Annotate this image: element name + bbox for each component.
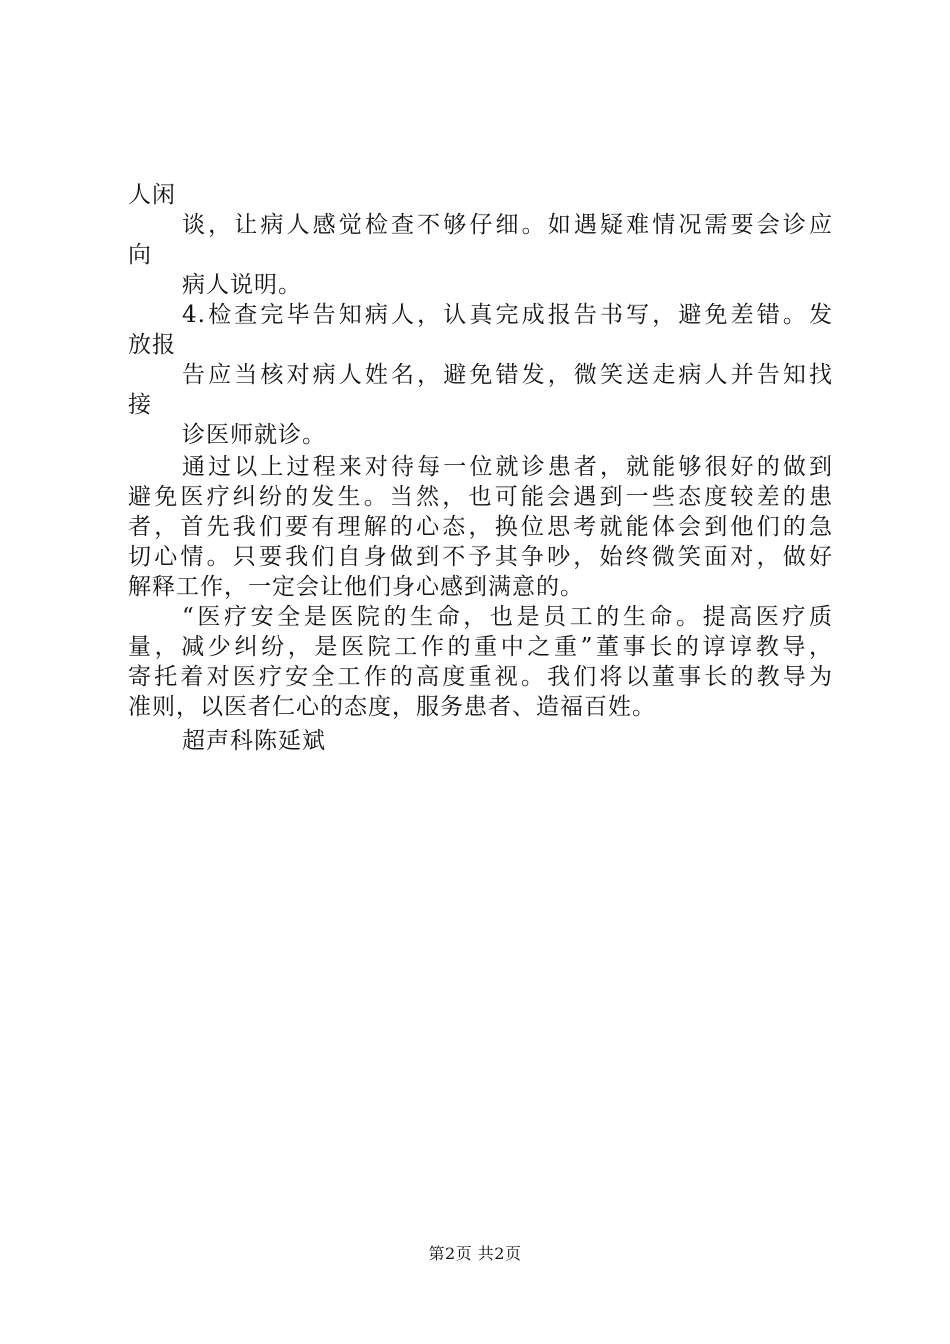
- text-line: “医疗安全是医院的生命，也是员工的生命。提高医疗质: [182, 604, 833, 630]
- text-line: 寄托着对医疗安全工作的高度重视。我们将以董事长的教导为: [128, 664, 833, 690]
- text-line: 4.检查完毕告知病人，认真完成报告书写，避免差错。发: [182, 302, 833, 328]
- text-line: 解释工作，一定会让他们身心感到满意的。: [128, 574, 584, 600]
- signature-line: 超声科陈延斌: [182, 728, 326, 754]
- text-line: 告应当核对病人姓名，避免错发，微笑送走病人并告知找: [182, 362, 833, 388]
- text-line: 放报: [128, 332, 176, 358]
- page-number-footer: 第2页 共2页: [428, 1244, 522, 1263]
- text-line: 谈，让病人感觉检查不够仔细。如遇疑难情况需要会诊应: [182, 212, 833, 238]
- text-line: 向: [128, 242, 152, 268]
- text-line: 者，首先我们要有理解的心态，换位思考就能体会到他们的急: [128, 514, 833, 540]
- text-line: 量，减少纠纷，是医院工作的重中之重”董事长的谆谆教导，: [128, 634, 833, 660]
- text-line: 避免医疗纠纷的发生。当然，也可能会遇到一些态度较差的患: [128, 484, 833, 510]
- text-line: 诊医师就诊。: [182, 422, 326, 448]
- text-line: 接: [128, 392, 152, 418]
- text-line: 准则，以医者仁心的态度，服务患者、造福百姓。: [128, 694, 656, 720]
- text-line: 切心情。只要我们自身做到不予其争吵，始终微笑面对，做好: [128, 544, 833, 570]
- text-line: 人闲: [128, 182, 176, 208]
- text-line: 通过以上过程来对待每一位就诊患者，就能够很好的做到: [182, 454, 833, 480]
- text-line: 病人说明。: [182, 272, 302, 298]
